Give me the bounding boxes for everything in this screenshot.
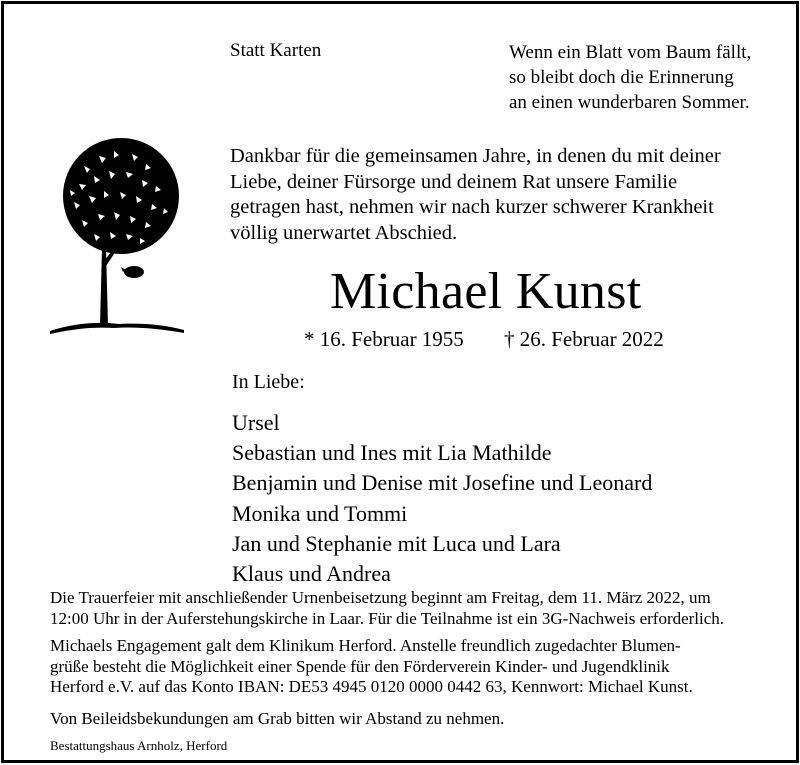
donation-paragraph [50, 636, 693, 698]
funeral-paragraph [50, 588, 724, 629]
thanks-paragraph [230, 144, 721, 246]
donation-line: Michaels Engagement galt dem Klinikum Herford. Anstelle freundlich zugedachter Blumen- [50, 636, 681, 655]
thanks-line: getragen hast, nehmen wir nach kurzer schwerer Krankheit [230, 196, 714, 218]
thanks-line: völlig unerwartet Abschied. [230, 221, 458, 244]
funeral-line: Die Trauerfeier mit anschließender Urnenbeisetzung beginnt am Freitag, dem 11. März 2022, um [50, 588, 711, 607]
family-member: Monika und Tommi [232, 500, 408, 526]
thanks-line: Liebe, deiner Fürsorge und deinem Rat unsere Familie [230, 170, 678, 193]
poem [509, 40, 751, 115]
family-member: Sebastian und Ines mit Lia Mathilde [232, 440, 552, 466]
family-list [232, 408, 652, 589]
donation-line: Herford e.V. auf das Konto IBAN: DE53 4945 0120 0000 0442 63, Kennwort: Michael Kunst. [50, 677, 693, 697]
poem-line: so bleibt doch die Erinnerung [509, 67, 734, 88]
tree-with-bird-icon [44, 136, 194, 341]
thanks-line: Dankbar für die gemeinsamen Jahre, in denen du mit deiner [230, 145, 721, 167]
death-date: † 26. Februar 2022 [504, 327, 664, 351]
in-liebe-label: In Liebe: [232, 371, 305, 393]
funeral-line: 12:00 Uhr in der Auferstehungskirche in Laar. Für die Teilnahme ist ein 3G-Nachweis erforderlich. [50, 608, 725, 628]
deceased-name: Michael Kunst [330, 263, 642, 320]
family-member: Klaus und Andrea [232, 561, 391, 587]
birth-date: * 16. Februar 1955 [304, 327, 464, 351]
condolence-note: Von Beileidsbekundungen am Grab bitten wir Abstand zu nehmen. [50, 709, 505, 728]
poem-line: Wenn ein Blatt vom Baum fällt, [509, 42, 752, 63]
family-member: Benjamin und Denise mit Josefine und Leonard [232, 470, 653, 496]
family-member: Ursel [232, 410, 280, 435]
statt-karten-label: Statt Karten [230, 40, 322, 61]
donation-line: grüße besteht die Möglichkeit einer Spende für den Förderverein Kinder- und Jugendklinik [50, 656, 670, 676]
obituary-notice [1, 1, 799, 763]
undertaker-credit: Bestattungshaus Arnholz, Herford [50, 738, 228, 753]
poem-line: an einen wunderbaren Sommer. [509, 92, 750, 113]
family-member: Jan und Stephanie mit Luca und Lara [232, 530, 561, 556]
